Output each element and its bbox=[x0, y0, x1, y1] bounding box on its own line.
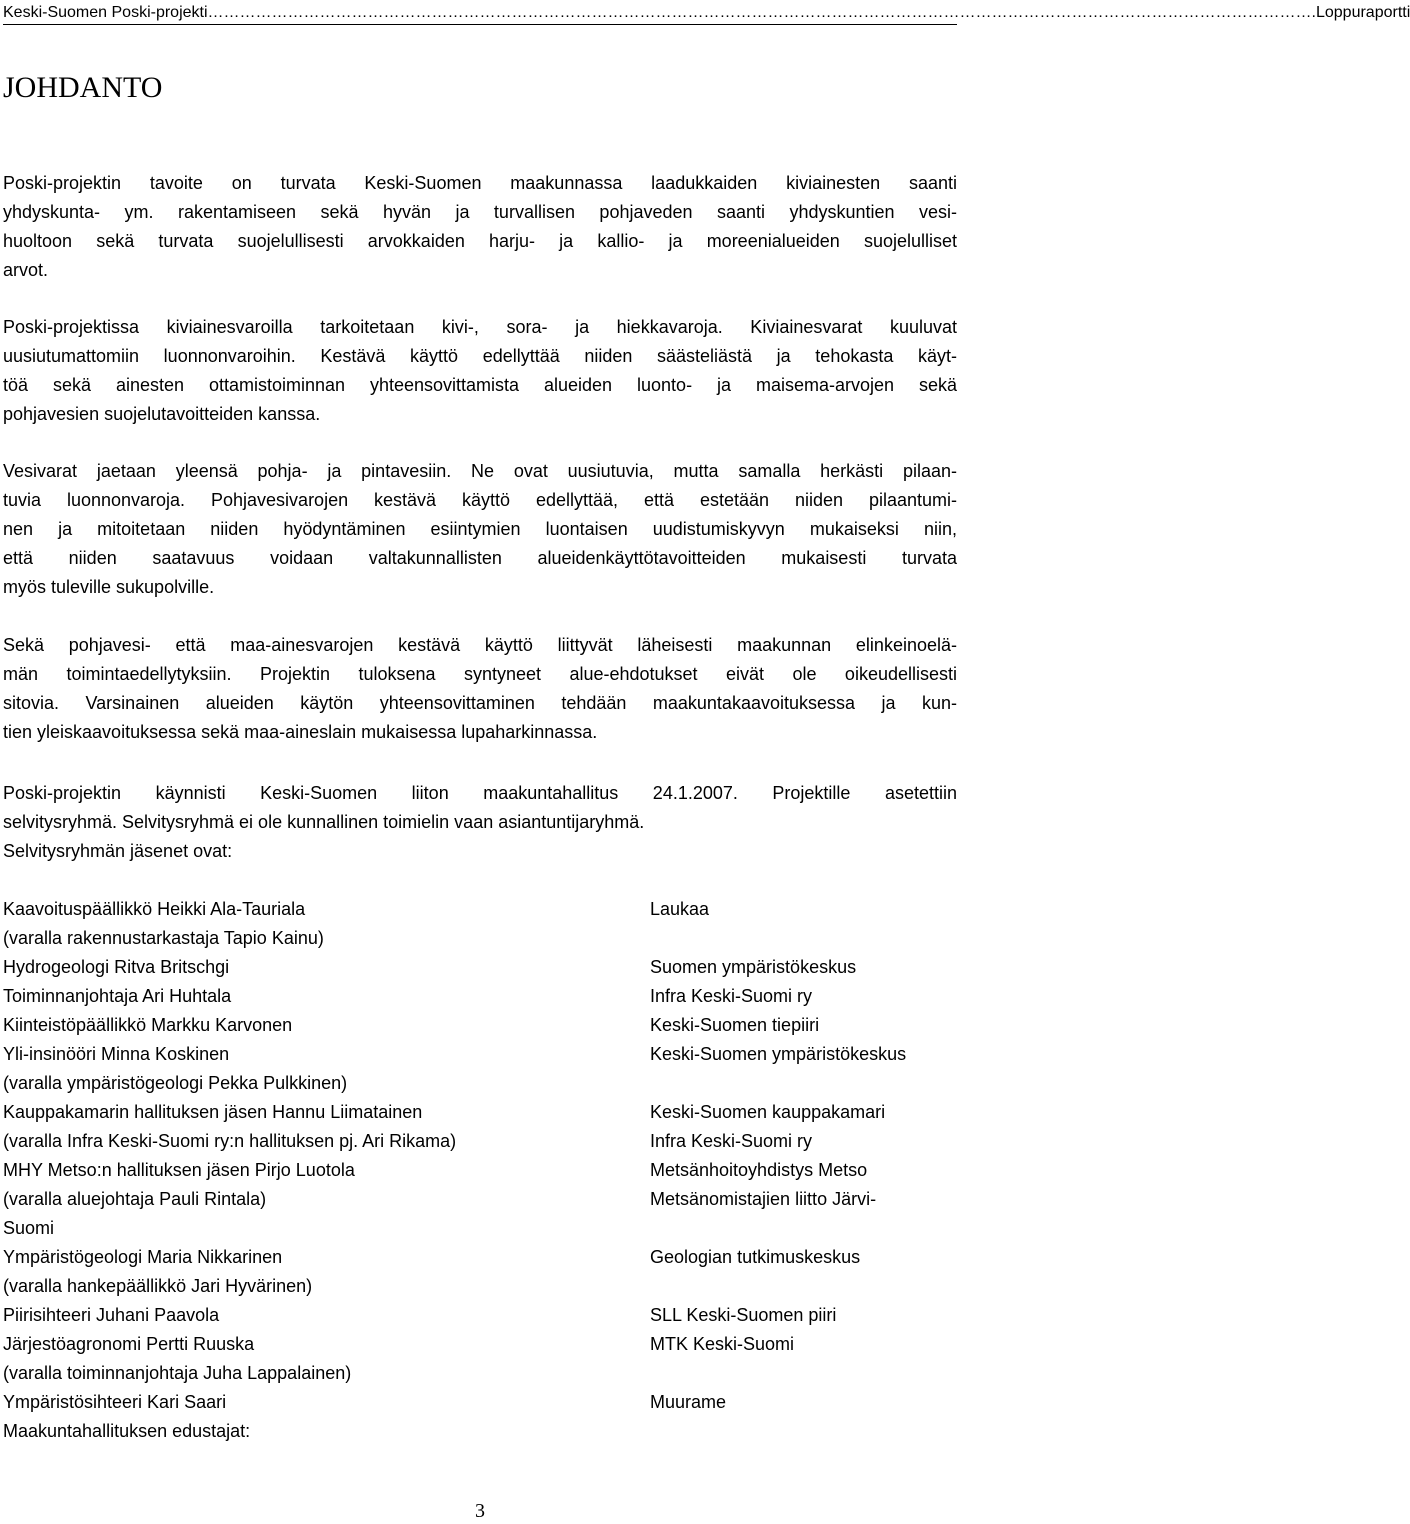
member-name: Hydrogeologi Ritva Britschgi bbox=[3, 957, 230, 977]
paragraph-line: Sekä pohjavesi- että maa-ainesvarojen kestävä käyttö liittyvät läheisesti maakunnan elinkeinoelä- bbox=[3, 635, 957, 655]
member-row bbox=[3, 895, 957, 924]
member-row bbox=[3, 1330, 957, 1359]
paragraph-line: Selvitysryhmän jäsenet ovat: bbox=[3, 841, 233, 861]
member-name: (varalla toiminnanjohtaja Juha Lappalainen) bbox=[3, 1363, 352, 1383]
member-name: Maakuntahallituksen edustajat: bbox=[3, 1421, 251, 1441]
header-leader-dots: ……………………………………………………………………………………………………………………………………………………………………………………… bbox=[207, 4, 1312, 21]
member-row bbox=[3, 1069, 957, 1098]
section-heading: JOHDANTO bbox=[3, 71, 163, 104]
paragraph-1 bbox=[3, 169, 957, 285]
header-report-title: .Loppuraportti bbox=[1311, 4, 1410, 21]
member-row bbox=[3, 1417, 957, 1446]
member-row bbox=[3, 1127, 957, 1156]
member-row bbox=[3, 982, 957, 1011]
paragraph-5 bbox=[3, 779, 957, 866]
member-name: Piirisihteeri Juhani Paavola bbox=[3, 1305, 220, 1325]
member-organization: Suomen ympäristökeskus bbox=[650, 957, 857, 977]
member-row bbox=[3, 1098, 957, 1127]
paragraph-2 bbox=[3, 313, 957, 429]
paragraph-line: Vesivarat jaetaan yleensä pohja- ja pintavesiin. Ne ovat uusiutuvia, mutta samalla herkästi pilaan- bbox=[3, 461, 957, 481]
member-name: Ympäristösihteeri Kari Saari bbox=[3, 1392, 227, 1412]
paragraph-line: pohjavesien suojelutavoitteiden kanssa. bbox=[3, 404, 321, 424]
member-row bbox=[3, 1214, 957, 1243]
member-name: Yli-insinööri Minna Koskinen bbox=[3, 1044, 230, 1064]
member-name: Kaavoituspäällikkö Heikki Ala-Tauriala bbox=[3, 899, 306, 919]
paragraph-line: yhdyskunta- ym. rakentamiseen sekä hyvän ja turvallisen pohjaveden saanti yhdyskuntien vesi- bbox=[3, 202, 957, 222]
member-name: Järjestöagronomi Pertti Ruuska bbox=[3, 1334, 255, 1354]
member-row bbox=[3, 1011, 957, 1040]
paragraph-line: nen ja mitoitetaan niiden hyödyntäminen esiintymien luontaisen uudistumiskyvyn mukaiseksi niin, bbox=[3, 519, 957, 539]
member-row bbox=[3, 1272, 957, 1301]
member-organization: Infra Keski-Suomi ry bbox=[650, 1131, 813, 1151]
member-name: (varalla ympäristögeologi Pekka Pulkkinen) bbox=[3, 1073, 348, 1093]
paragraph-line: Poski-projektissa kiviainesvaroilla tarkoitetaan kivi-, sora- ja hiekkavaroja. Kiviainesvarat kuuluvat bbox=[3, 317, 957, 337]
running-header bbox=[3, 2, 1410, 22]
member-organization: Geologian tutkimuskeskus bbox=[650, 1247, 861, 1267]
member-name: Kauppakamarin hallituksen jäsen Hannu Liimatainen bbox=[3, 1102, 423, 1122]
member-row bbox=[3, 1388, 957, 1417]
member-row bbox=[3, 1301, 957, 1330]
paragraph-line: tuvia luonnonvaroja. Pohjavesivarojen kestävä käyttö edellyttää, että estetään niiden pilaantumi- bbox=[3, 490, 957, 510]
member-organization: Metsänomistajien liitto Järvi- bbox=[650, 1189, 877, 1209]
member-row bbox=[3, 1243, 957, 1272]
member-row bbox=[3, 1156, 957, 1185]
member-name: MHY Metso:n hallituksen jäsen Pirjo Luotola bbox=[3, 1160, 355, 1180]
paragraph-line: Poski-projektin tavoite on turvata Keski-Suomen maakunnassa laadukkaiden kiviainesten saanti bbox=[3, 173, 957, 193]
paragraph-line: uusiutumattomiin luonnonvaroihin. Kestävä käyttö edellyttää niiden säästeliästä ja tehokasta käyt- bbox=[3, 346, 957, 366]
member-organization: Keski-Suomen tiepiiri bbox=[650, 1015, 820, 1035]
member-organization: Keski-Suomen kauppakamari bbox=[650, 1102, 886, 1122]
member-name: Suomi bbox=[3, 1218, 55, 1238]
paragraph-line: tien yleiskaavoituksessa sekä maa-aineslain mukaisessa lupaharkinnassa. bbox=[3, 722, 598, 742]
member-organization: Muurame bbox=[650, 1392, 727, 1412]
member-organization: Metsänhoitoyhdistys Metso bbox=[650, 1160, 868, 1180]
paragraph-line: töä sekä ainesten ottamistoiminnan yhteensovittamista alueiden luonto- ja maisema-arvojen sekä bbox=[3, 375, 957, 395]
paragraph-4 bbox=[3, 631, 957, 747]
paragraph-line: että niiden saatavuus voidaan valtakunnallisten alueidenkäyttötavoitteiden mukaisesti turvata bbox=[3, 548, 957, 568]
paragraph-3 bbox=[3, 457, 957, 602]
header-rule bbox=[3, 24, 957, 25]
member-name: (varalla aluejohtaja Pauli Rintala) bbox=[3, 1189, 267, 1209]
paragraph-line: selvitysryhmä. Selvitysryhmä ei ole kunnallinen toimielin vaan asiantuntijaryhmä. bbox=[3, 812, 645, 832]
paragraph-line: sitovia. Varsinainen alueiden käytön yhteensovittaminen tehdään maakuntakaavoituksessa ja kun- bbox=[3, 693, 957, 713]
paragraph-line: män toimintaedellytyksiin. Projektin tuloksena syntyneet alue-ehdotukset eivät ole oikeudellisesti bbox=[3, 664, 957, 684]
member-name: Ympäristögeologi Maria Nikkarinen bbox=[3, 1247, 283, 1267]
member-name: (varalla rakennustarkastaja Tapio Kainu) bbox=[3, 928, 324, 948]
member-row bbox=[3, 1040, 957, 1069]
member-row bbox=[3, 1359, 957, 1388]
paragraph-line: Poski-projektin käynnisti Keski-Suomen liiton maakuntahallitus 24.1.2007. Projektille asetettiin bbox=[3, 783, 957, 803]
paragraph-line: arvot. bbox=[3, 260, 49, 280]
member-organization: Laukaa bbox=[650, 899, 710, 919]
member-name: Toiminnanjohtaja Ari Huhtala bbox=[3, 986, 232, 1006]
page-number: 3 bbox=[475, 1500, 485, 1522]
member-list bbox=[3, 895, 957, 1446]
paragraph-line: huoltoon sekä turvata suojelullisesti arvokkaiden harju- ja kallio- ja moreenialueiden suojelulliset bbox=[3, 231, 957, 251]
paragraph-line: myös tuleville sukupolville. bbox=[3, 577, 215, 597]
member-row bbox=[3, 953, 957, 982]
member-name: Kiinteistöpäällikkö Markku Karvonen bbox=[3, 1015, 293, 1035]
member-organization: MTK Keski-Suomi bbox=[650, 1334, 795, 1354]
member-organization: Infra Keski-Suomi ry bbox=[650, 986, 813, 1006]
member-row bbox=[3, 924, 957, 953]
header-project-title: Keski-Suomen Poski-projekti bbox=[3, 4, 208, 21]
member-name: (varalla hankepäällikkö Jari Hyvärinen) bbox=[3, 1276, 313, 1296]
member-organization: Keski-Suomen ympäristökeskus bbox=[650, 1044, 907, 1064]
member-organization: SLL Keski-Suomen piiri bbox=[650, 1305, 837, 1325]
member-row bbox=[3, 1185, 957, 1214]
member-name: (varalla Infra Keski-Suomi ry:n hallituksen pj. Ari Rikama) bbox=[3, 1131, 457, 1151]
